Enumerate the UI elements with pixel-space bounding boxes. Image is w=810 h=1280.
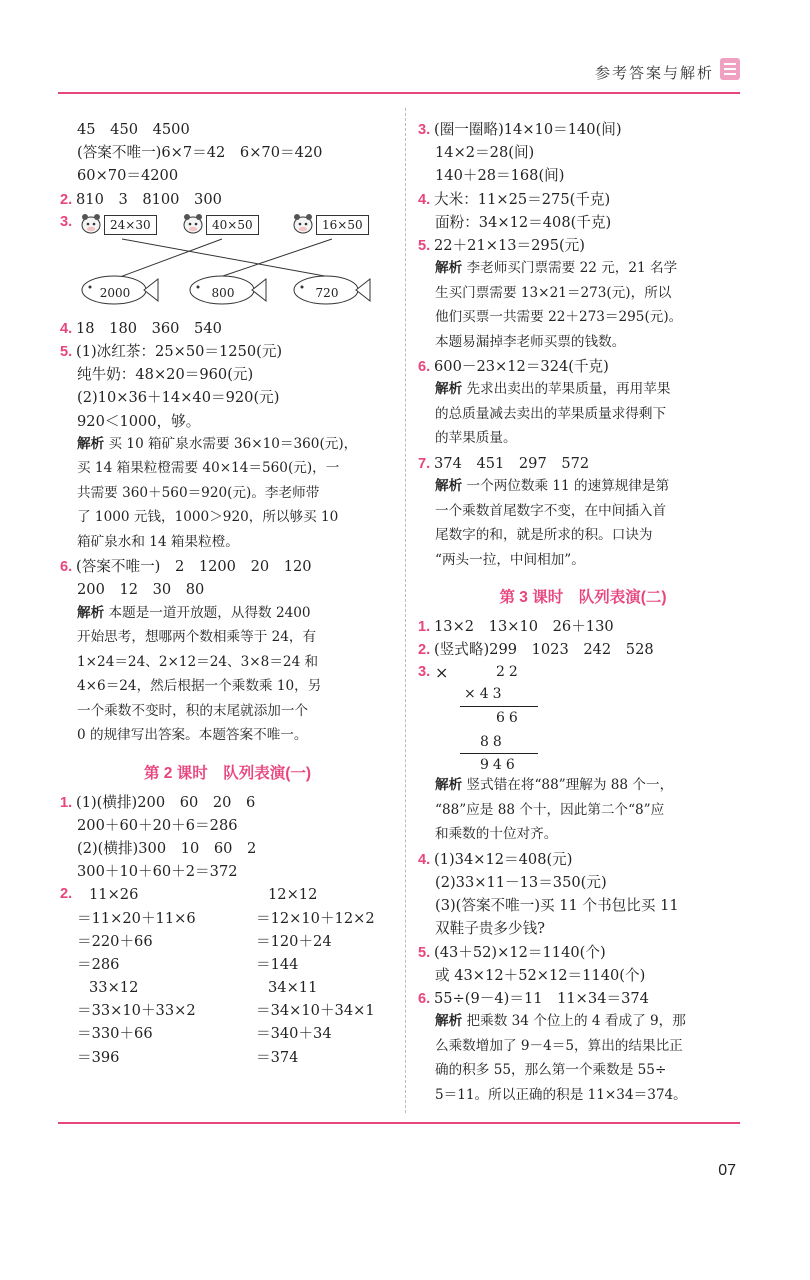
analysis-line <box>418 378 748 403</box>
analysis-text: 竖式错在将“88”理解为 88 个一， <box>466 777 674 794</box>
calc-line: 12×12 <box>268 886 318 904</box>
question-number: 1. <box>60 794 73 811</box>
cow-expression: 16×50 <box>316 215 369 235</box>
calc-right <box>256 883 375 1069</box>
question-4 <box>60 317 395 340</box>
practice-1 <box>418 615 748 638</box>
cow-expression: 24×30 <box>104 215 157 235</box>
practice-6 <box>418 987 748 1010</box>
question-6 <box>60 555 395 578</box>
analysis-line: 箱矿泉水和 14 箱果粒橙。 <box>77 533 239 550</box>
fish-card <box>80 273 160 307</box>
analysis-line: 1×24＝24、2×12＝24、3×8＝24 和 <box>77 653 319 670</box>
analysis-line <box>60 433 395 458</box>
analysis-text: 一个两位数乘 11 的速算规律是第 <box>466 478 670 494</box>
question-number: 4. <box>60 320 73 337</box>
answer-text: 600－23×12＝324(千克) <box>434 358 609 376</box>
answer-line: 60×70＝4200 <box>77 167 179 185</box>
analysis-line: 的总质量减去卖出的苹果质量求得剩下 <box>435 405 667 422</box>
answer-line: 面粉：34×12＝408(千克) <box>435 213 612 231</box>
analysis-line: 一个乘数不变时，积的末尾就添加一个 <box>77 702 309 719</box>
calc-line: ＝330＋66 <box>77 1025 153 1043</box>
question-number: 6. <box>60 559 73 576</box>
column-divider <box>405 108 406 1113</box>
question-3 <box>418 118 748 141</box>
calc-line: ＝11×20＋11×6 <box>77 909 196 927</box>
calc-line: ＝220＋66 <box>77 932 153 950</box>
answer-text: 810 3 8100 300 <box>76 190 222 208</box>
answer-text: 18 180 360 540 <box>76 319 222 337</box>
analysis-line: 么乘数增加了 9－4＝5，算出的结果比正 <box>435 1037 683 1054</box>
question-number: 3. <box>418 664 431 681</box>
fish-value: 720 <box>315 285 339 300</box>
calc-line: 33×12 <box>89 979 139 997</box>
answer-line: 200＋60＋20＋6＝286 <box>77 816 238 834</box>
answer-text: (圈一圈略)14×10＝140(间) <box>434 121 622 138</box>
question-number: 2. <box>418 642 431 659</box>
answer-text: (答案不唯一) 2 1200 20 120 <box>76 558 312 576</box>
answer-line: (答案不唯一)6×7＝42 6×70＝420 <box>77 144 323 162</box>
question-5 <box>418 234 748 257</box>
vertical-row: 66 <box>496 710 522 727</box>
page-number: 07 <box>718 1162 736 1179</box>
fish-value: 800 <box>211 285 235 300</box>
analysis-text: 买 10 箱矿泉水需要 36×10＝360(元)， <box>108 435 358 452</box>
calc-left <box>77 883 196 1069</box>
left-column <box>60 118 395 1069</box>
question-number: 5. <box>60 343 73 360</box>
analysis-line: 买 14 箱果粒橙需要 40×14＝560(元)，一 <box>77 460 340 477</box>
analysis-text: 本题是一道开放题，从得数 2400 <box>108 604 311 621</box>
practice-5 <box>418 941 748 964</box>
vertical-row: 88 <box>480 734 506 751</box>
fish-value: 2000 <box>99 285 131 300</box>
question-5 <box>60 340 395 363</box>
analysis-line <box>60 602 395 627</box>
calc-line: ＝396 <box>77 1048 120 1066</box>
question-number: 1. <box>418 619 431 635</box>
analysis-line: 共需要 360＋560＝920(元)。李老师带 <box>77 484 320 501</box>
practice-2 <box>418 638 748 661</box>
answer-line: 或 43×12＋52×12＝1140(个) <box>435 966 646 984</box>
question-3-matching <box>60 211 395 317</box>
header-title: 参考答案与解析 <box>594 64 714 82</box>
analysis-line <box>418 475 748 500</box>
question-number: 4. <box>418 851 431 868</box>
practice-4 <box>418 848 748 871</box>
calc-line: ＝340＋34 <box>256 1025 332 1043</box>
analysis-label: 解析 <box>435 777 463 794</box>
analysis-label: 解析 <box>435 381 463 398</box>
calc-line: ＝144 <box>256 955 299 973</box>
question-number: 5. <box>418 237 431 254</box>
calc-line: ＝33×10＋33×2 <box>77 1002 196 1020</box>
answer-text: (1)34×12＝408(元) <box>434 850 573 868</box>
calc-line: ＝34×10＋34×1 <box>256 1002 375 1020</box>
answer-text: 13×2 13×10 26＋130 <box>434 618 614 635</box>
answer-text: 大米：11×25＝275(千克) <box>434 190 611 208</box>
analysis-label: 解析 <box>435 478 463 494</box>
question-number: 3. <box>60 213 73 230</box>
practice-3-vertical-calc <box>418 661 748 774</box>
answer-line: 纯牛奶：48×20＝960(元) <box>77 366 254 384</box>
analysis-label: 解析 <box>77 604 105 621</box>
analysis-line: 本题易漏掉李老师买票的钱数。 <box>435 333 626 350</box>
answer-line: 双鞋子贵多少钱? <box>435 920 545 938</box>
analysis-line: 5＝11。所以正确的积是 11×34＝374。 <box>435 1086 687 1103</box>
calc-line: ＝374 <box>256 1048 299 1066</box>
answer-text: (1)(横排)200 60 20 6 <box>76 793 256 811</box>
wrong-mark-icon: × <box>435 663 449 683</box>
header-rule <box>58 92 740 94</box>
calc-line: 11×26 <box>89 886 139 904</box>
answer-text: 55÷(9－4)＝11 11×34＝374 <box>434 990 649 1007</box>
answer-line: 14×2＝28(间) <box>435 144 535 162</box>
fish-card <box>292 273 372 307</box>
analysis-label: 解析 <box>77 435 105 452</box>
cow-expression: 40×50 <box>206 215 259 235</box>
question-number: 6. <box>418 991 431 1007</box>
question-number: 2. <box>60 191 73 208</box>
right-column <box>418 118 748 1108</box>
lesson-2-title: 第 2 课时 队列表演(一) <box>143 764 312 782</box>
analysis-line: 他们买票一共需要 22＋273＝295(元)。 <box>435 309 683 326</box>
analysis-line: “两头一拉，中间相加”。 <box>435 551 585 568</box>
analysis-line: 的苹果质量。 <box>435 430 517 447</box>
answer-text: 22＋21×13＝295(元) <box>434 236 585 254</box>
vertical-row: ×43 <box>464 686 506 703</box>
analysis-line: “88”应是 88 个十，因此第二个“8”应 <box>435 801 665 818</box>
question-6 <box>418 355 748 378</box>
question-number: 7. <box>418 455 431 472</box>
question-number: 2. <box>60 886 73 903</box>
analysis-line: 一个乘数首尾数字不变，在中间插入首 <box>435 502 667 519</box>
analysis-line: 4×6＝24，然后根据一个乘数乘 10，另 <box>77 678 322 695</box>
question-number: 4. <box>418 191 431 208</box>
analysis-line: 了 1000 元钱，1000＞920，所以够买 10 <box>77 509 339 526</box>
analysis-line <box>418 257 748 282</box>
answer-line: 200 12 30 80 <box>77 581 205 599</box>
analysis-label: 解析 <box>435 260 463 277</box>
answer-line: 140＋28＝168(间) <box>435 167 565 185</box>
book-icon <box>720 58 740 80</box>
answer-line: (2)10×36＋14×40＝920(元) <box>77 389 280 407</box>
answer-text: (43＋52)×12＝1140(个) <box>434 943 606 961</box>
analysis-line: 开始思考，想哪两个数相乘等于 24，有 <box>77 629 317 646</box>
answer-line: 45 450 4500 <box>77 121 190 138</box>
answer-text: (1)冰红茶：25×50＝1250(元) <box>76 342 283 360</box>
calc-line: 34×11 <box>268 979 318 997</box>
calc-line: ＝120＋24 <box>256 932 332 950</box>
lesson-3-title: 第 3 课时 队列表演(二) <box>499 589 667 606</box>
question-number: 3. <box>418 122 431 138</box>
answer-text: (竖式略)299 1023 242 528 <box>434 641 654 659</box>
analysis-line <box>418 1010 748 1035</box>
answer-line: (2)(横排)300 10 60 2 <box>77 839 257 857</box>
analysis-line: 和乘数的十位对齐。 <box>435 826 558 843</box>
vertical-row: 946 <box>480 757 519 774</box>
analysis-text: 先求出卖出的苹果质量，再用苹果 <box>466 381 671 398</box>
footer-rule <box>58 1122 740 1124</box>
question-2 <box>60 188 395 211</box>
question-number: 6. <box>418 359 431 376</box>
calc-line: ＝286 <box>77 955 120 973</box>
answer-line: (3)(答案不唯一)买 11 个书包比买 11 <box>435 897 679 915</box>
answer-line: (2)33×11－13＝350(元) <box>435 874 607 892</box>
analysis-line: 生买门票需要 13×21＝273(元)，所以 <box>435 284 672 301</box>
practice-2 <box>60 883 395 1069</box>
analysis-line <box>418 774 748 799</box>
practice-1 <box>60 791 395 814</box>
calc-line: ＝12×10＋12×2 <box>256 909 375 927</box>
analysis-text: 把乘数 34 个位上的 4 看成了 9，那 <box>466 1013 686 1030</box>
question-4 <box>418 188 748 211</box>
vertical-row: 22 <box>496 664 522 681</box>
answer-line: 300＋10＋60＋2＝372 <box>77 863 238 881</box>
analysis-label: 解析 <box>435 1013 463 1030</box>
analysis-line: 确的积多 55，那么第一个乘数是 55÷ <box>435 1062 667 1079</box>
question-number: 5. <box>418 944 431 961</box>
fish-card <box>188 273 268 307</box>
analysis-line: 尾数字的和，就是所求的积。口诀为 <box>435 527 653 543</box>
question-7 <box>418 452 748 475</box>
analysis-text: 李老师买门票需要 22 元，21 名学 <box>466 260 678 277</box>
analysis-line: 0 的规律写出答案。本题答案不唯一。 <box>77 727 308 744</box>
answer-text: 374 451 297 572 <box>434 454 590 472</box>
answer-line: 920＜1000，够。 <box>77 412 201 430</box>
